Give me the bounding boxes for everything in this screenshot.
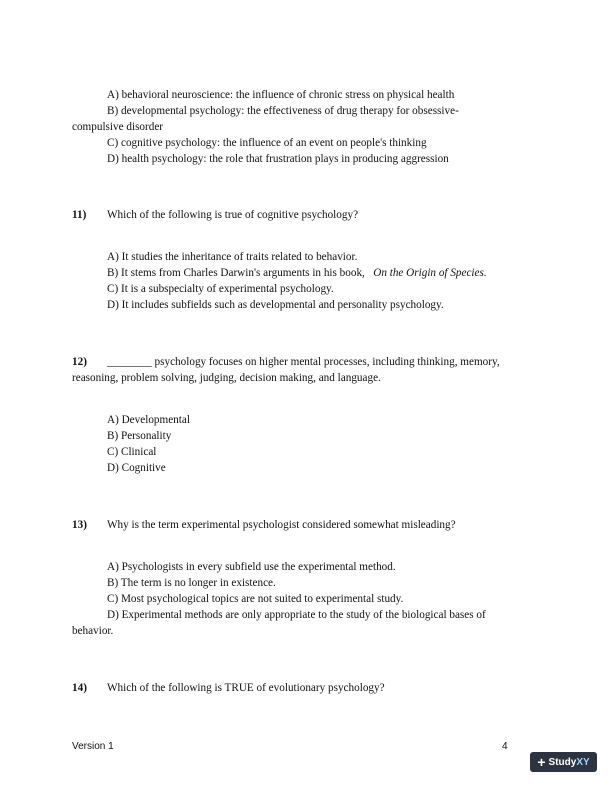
question-13-text: Why is the term experimental psychologist considered somewhat misleading? xyxy=(107,519,456,531)
question-14-text: Which of the following is TRUE of evolutionary psychology? xyxy=(107,682,385,694)
question-12-continuation: reasoning, problem solving, judging, decision making, and language. xyxy=(72,372,381,384)
prev-option-c: C) cognitive psychology: the influence of an event on people's thinking xyxy=(107,137,427,149)
q11-option-c: C) It is a subspecialty of experimental psychology. xyxy=(107,283,334,295)
q11-option-a: A) It studies the inheritance of traits related to behavior. xyxy=(107,251,358,263)
q12-option-d: D) Cognitive xyxy=(107,462,166,474)
q13-option-d-continuation: behavior. xyxy=(72,625,114,637)
q12-option-a: A) Developmental xyxy=(107,414,190,426)
q11-option-b-text: B) It stems from Charles Darwin's arguments in his book, xyxy=(107,267,365,279)
footer-version: Version 1 xyxy=(72,741,114,752)
q12-option-b: B) Personality xyxy=(107,430,172,442)
prev-option-a: A) behavioral neuroscience: the influence of chronic stress on physical health xyxy=(107,89,455,101)
question-13-number: 13) xyxy=(72,519,87,531)
q13-option-a: A) Psychologists in every subfield use the experimental method. xyxy=(107,561,396,573)
prev-option-b-continuation: compulsive disorder xyxy=(72,121,164,133)
q11-option-d: D) It includes subfields such as developmental and personality psychology. xyxy=(107,299,444,311)
q13-option-b: B) The term is no longer in existence. xyxy=(107,577,276,589)
q13-option-c: C) Most psychological topics are not suited to experimental study. xyxy=(107,593,404,605)
question-12-number: 12) xyxy=(72,356,87,368)
question-12-text: ________ psychology focuses on higher mental processes, including thinking, memory, xyxy=(107,356,500,368)
q12-option-c: C) Clinical xyxy=(107,446,157,458)
prev-option-b: B) developmental psychology: the effectiveness of drug therapy for obsessive- xyxy=(107,105,459,117)
studyxy-logo-text: StudyXY xyxy=(548,756,590,768)
question-11-number: 11) xyxy=(72,209,87,221)
footer-page-number: 4 xyxy=(502,741,508,752)
q11-option-b xyxy=(107,266,487,280)
question-11-text: Which of the following is true of cognitive psychology? xyxy=(107,209,359,221)
question-14-number: 14) xyxy=(72,682,87,694)
prev-option-d: D) health psychology: the role that frustration plays in producing aggression xyxy=(107,153,449,165)
studyxy-badge[interactable] xyxy=(530,752,597,772)
plus-icon: + xyxy=(537,754,546,770)
q13-option-d: D) Experimental methods are only appropriate to the study of the biological bases of xyxy=(107,609,486,621)
q11-option-b-book-title: On the Origin of Species. xyxy=(373,267,487,279)
